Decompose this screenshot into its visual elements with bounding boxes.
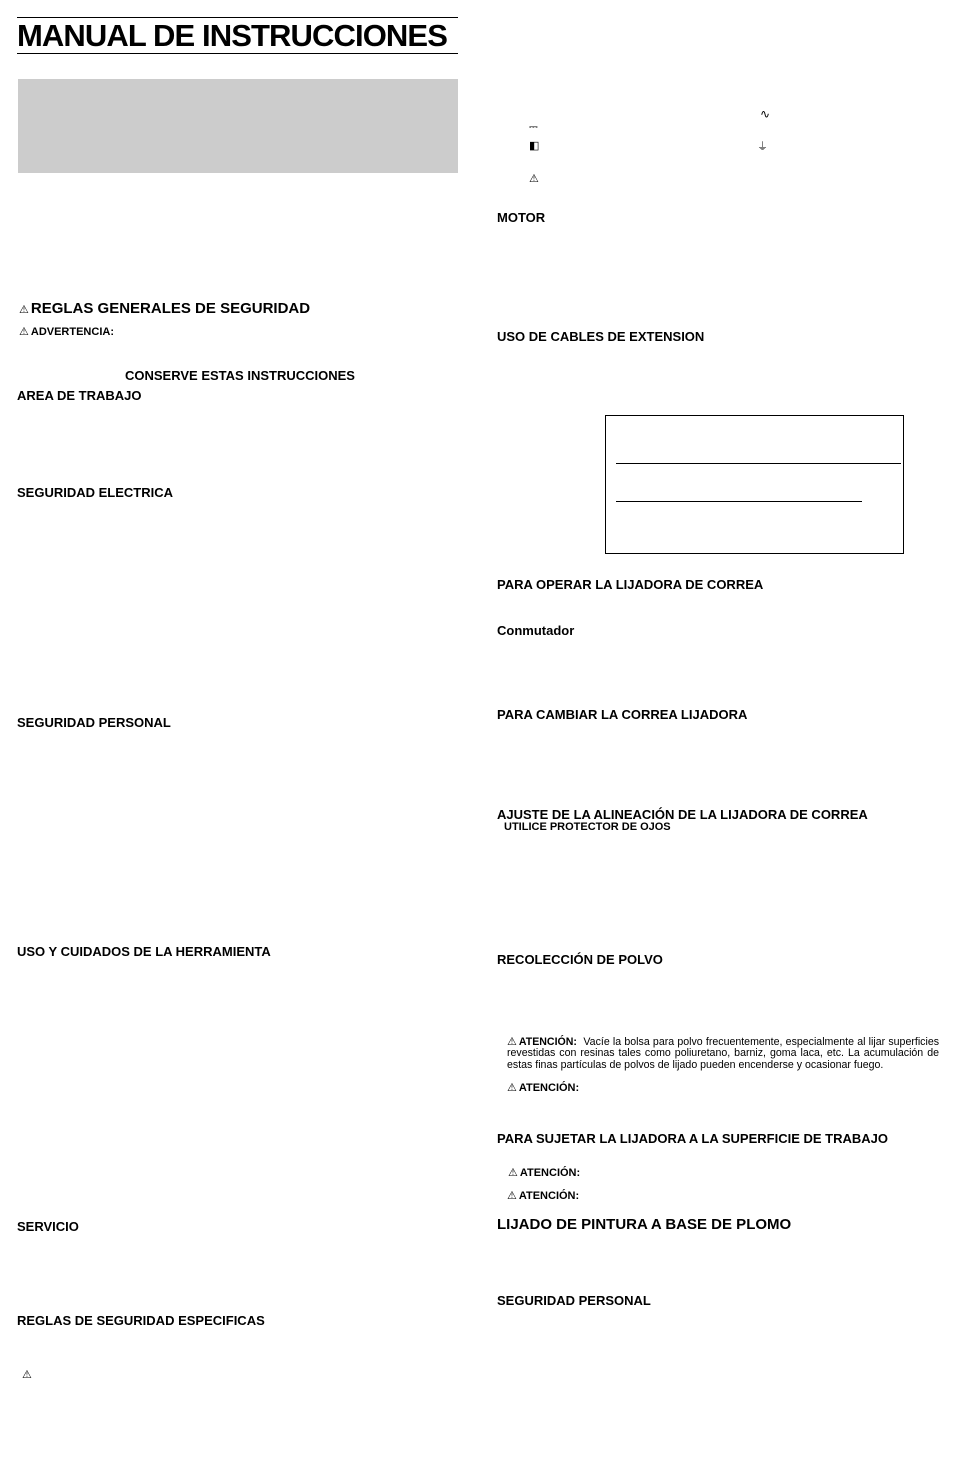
- attention-label-line: [507, 1189, 579, 1202]
- attention-label-line: [507, 1081, 579, 1094]
- attention-text: ATENCIÓN:: [518, 1190, 580, 1202]
- warning-label: [19, 325, 114, 338]
- personal-safety-heading-right: SEGURIDAD PERSONAL: [497, 1293, 651, 1308]
- attention-label-line: [508, 1166, 580, 1179]
- general-safety-heading: [19, 300, 310, 317]
- page-title: MANUAL DE INSTRUCCIONES: [17, 18, 447, 53]
- double-insulation-icon: ◧: [529, 140, 540, 152]
- specific-rules-heading: REGLAS DE SEGURIDAD ESPECIFICAS: [17, 1313, 265, 1328]
- warning-icon: ⚠: [507, 1190, 517, 1202]
- dust-collection-heading: RECOLECCIÓN DE POLVO: [497, 952, 663, 967]
- service-heading: SERVICIO: [17, 1219, 79, 1234]
- attention-text: ATENCIÓN:: [519, 1167, 581, 1179]
- personal-safety-heading: SEGURIDAD PERSONAL: [17, 715, 171, 730]
- ac-current-icon: ∿: [760, 107, 771, 121]
- warning-icon: ⚠: [529, 173, 539, 185]
- table-rule: [616, 501, 862, 502]
- attach-sander-heading: PARA SUJETAR LA LIJADORA A LA SUPERFICIE DE TRABAJO: [497, 1131, 888, 1146]
- attention-text: ATENCIÓN:: [518, 1082, 580, 1094]
- lead-paint-heading: LIJADO DE PINTURA A BASE DE PLOMO: [497, 1216, 792, 1233]
- tool-use-heading: USO Y CUIDADOS DE LA HERRAMIENTA: [17, 944, 271, 959]
- shaded-notice-box: [18, 79, 458, 173]
- warning-icon: ⚠: [507, 1082, 517, 1094]
- extension-cords-heading: USO DE CABLES DE EXTENSION: [497, 329, 705, 344]
- work-area-heading: AREA DE TRABAJO: [17, 388, 142, 403]
- warning-icon: ⚠: [19, 326, 29, 338]
- table-rule: [616, 463, 901, 464]
- general-safety-text: REGLAS GENERALES DE SEGURIDAD: [30, 300, 311, 317]
- warning-icon: ⚠: [19, 304, 29, 316]
- extension-cord-table: [605, 415, 904, 554]
- warning-text: ADVERTENCIA:: [30, 326, 114, 338]
- attention-label: ATENCIÓN:: [518, 1036, 577, 1048]
- switch-heading: Conmutador: [497, 623, 575, 638]
- earth-ground-icon: ⏚: [757, 141, 768, 153]
- warning-icon: ⚠: [22, 1369, 32, 1381]
- change-belt-heading: PARA CAMBIAR LA CORREA LIJADORA: [497, 707, 748, 722]
- dust-attention-note: [507, 1037, 939, 1071]
- motor-heading: MOTOR: [497, 210, 546, 225]
- warning-icon: ⚠: [508, 1167, 518, 1179]
- eye-protection-note: UTILICE PROTECTOR DE OJOS: [504, 821, 671, 833]
- operate-sander-heading: PARA OPERAR LA LIJADORA DE CORREA: [497, 577, 764, 592]
- title-bottom-rule: [17, 53, 458, 54]
- electrical-safety-heading: SEGURIDAD ELECTRICA: [17, 485, 174, 500]
- alignment-heading: AJUSTE DE LA ALINEACIÓN DE LA LIJADORA DE CORREA: [497, 807, 868, 822]
- keep-instructions: CONSERVE ESTAS INSTRUCCIONES: [125, 368, 355, 383]
- dust-note-text: Vacíe la bolsa para polvo frecuentemente, especialmente al lijar superficies revestidas con resinas tales como poliuretano, barniz, goma laca, etc. La acumulación de estas finas partículas de polvos de lijado pueden encenderse y ocasionar fuego.: [507, 1036, 940, 1071]
- warning-icon: ⚠: [507, 1036, 517, 1048]
- dc-current-icon: ⎓: [529, 121, 538, 133]
